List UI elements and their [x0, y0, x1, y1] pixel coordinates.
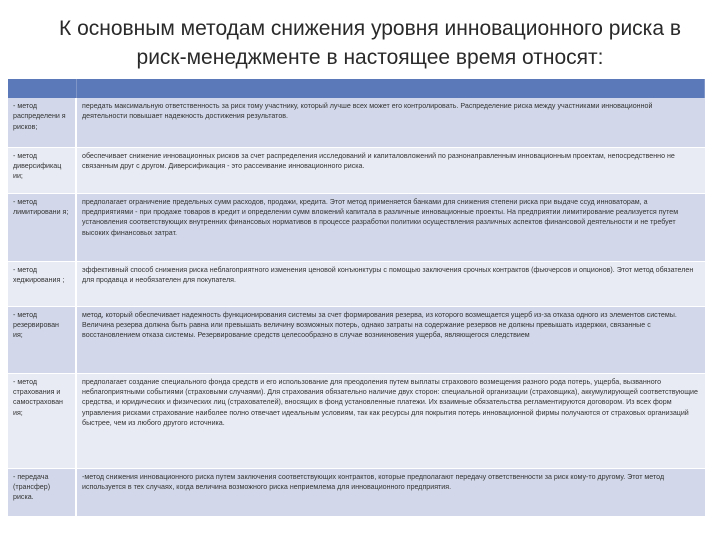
- table-header-row: [8, 79, 705, 98]
- table-header-description: [76, 79, 705, 98]
- method-description: эффективный способ снижения риска неблагоприятного изменения ценовой конъюнктуры с помощью заключения срочных контрактов (фьючерсов и опционов). Этот метод обязателен для продавца и необязателен для покупателя.: [76, 261, 705, 306]
- method-description: -метод снижения инновационного риска путем заключения соответствующих контрактов, которые предполагают передачу ответственности за риск кому-то другому. Этот метод используется в тех случаях, когда величина возможного риска неприемлема для инновационного предприятия.: [76, 468, 705, 516]
- table-row: [8, 193, 705, 261]
- method-name: - метод резервирован ия;: [8, 306, 76, 373]
- method-description: предполагает ограничение предельных сумм расходов, продажи, кредита. Этот метод применяется банками для снижения степени риска при выдаче ссуд инноваторам, а предприятиями - при продаже товаров в кредит и определении сумм вложений капитала в различные инновационные проекты. На предприятии лимитирование реализуется путем установления соответствующих внутренних финансовых нормативов в процессе разработки политики осуществления различных аспектов финансовой деятельности и не требует высоких финансовых затрат.: [76, 193, 705, 261]
- slide-title: К основным методам снижения уровня инновационного риска в риск-менеджменте в настоящее время относят:: [59, 17, 681, 69]
- method-name: - метод лимитировани я;: [8, 193, 76, 261]
- method-description: обеспечивает снижение инновационных рисков за счет распределения исследований и капиталовложений по разнонаправленным инновационным проектам, непосредственно не связанным друг с другом. Диверсификация - это рассеивание инновационного риска.: [76, 147, 705, 193]
- method-description: предполагает создание специального фонда средств и его использование для преодоления путем выплаты страхового возмещения разного рода потерь, ущерба, вызванного неблагоприятными событиями (страховыми случаями). Для страхования обязательно наличие двух сторон: специальной организации (страховщика), аккумулирующей соответствующие средства, и юридических и физических лиц (страхователей), вносящих в фонд установленные платежи. Их взаимные обязательства регламентируются договором. Из всех форм управления рисками страхование наиболее полно отвечает идеальным условиям, так как ресурсы для покрытия потерь инновационной фирмы получаются от страховых организаций быстрее, чем из любого другого источника.: [76, 373, 705, 468]
- table-row: [8, 373, 705, 468]
- table-row: [8, 147, 705, 193]
- table-row: [8, 261, 705, 306]
- method-name: - метод диверсификац ии;: [8, 147, 76, 193]
- method-name: - метод страхования и самострахован ия;: [8, 373, 76, 468]
- method-name: - метод хеджирования ;: [8, 261, 76, 306]
- method-name: - метод распределени я рисков;: [8, 98, 76, 147]
- method-name: - передача (трансфер) риска.: [8, 468, 76, 516]
- table-row: [8, 306, 705, 373]
- table-header-method: [8, 79, 76, 98]
- methods-table: [8, 79, 705, 517]
- table-row: [8, 468, 705, 516]
- table-row: [8, 98, 705, 147]
- method-description: метод, который обеспечивает надежность функционирования системы за счет формирования резерва, из которого возмещается ущерб из-за отказа одного из элементов системы. Величина резерва должна быть равна или превышать величину возможных потерь, однако затраты на содержание резервов не должны превышать издержки, связанные с восстановлением отказа системы. Резервирование средств целесообразно в случае возникновения ущерба, являющегося следствием: [76, 306, 705, 373]
- method-description: передать максимальную ответственность за риск тому участнику, который лучше всех может его контролировать. Распределение риска между участниками инновационной деятельности повышает надежность достижения результатов.: [76, 98, 705, 147]
